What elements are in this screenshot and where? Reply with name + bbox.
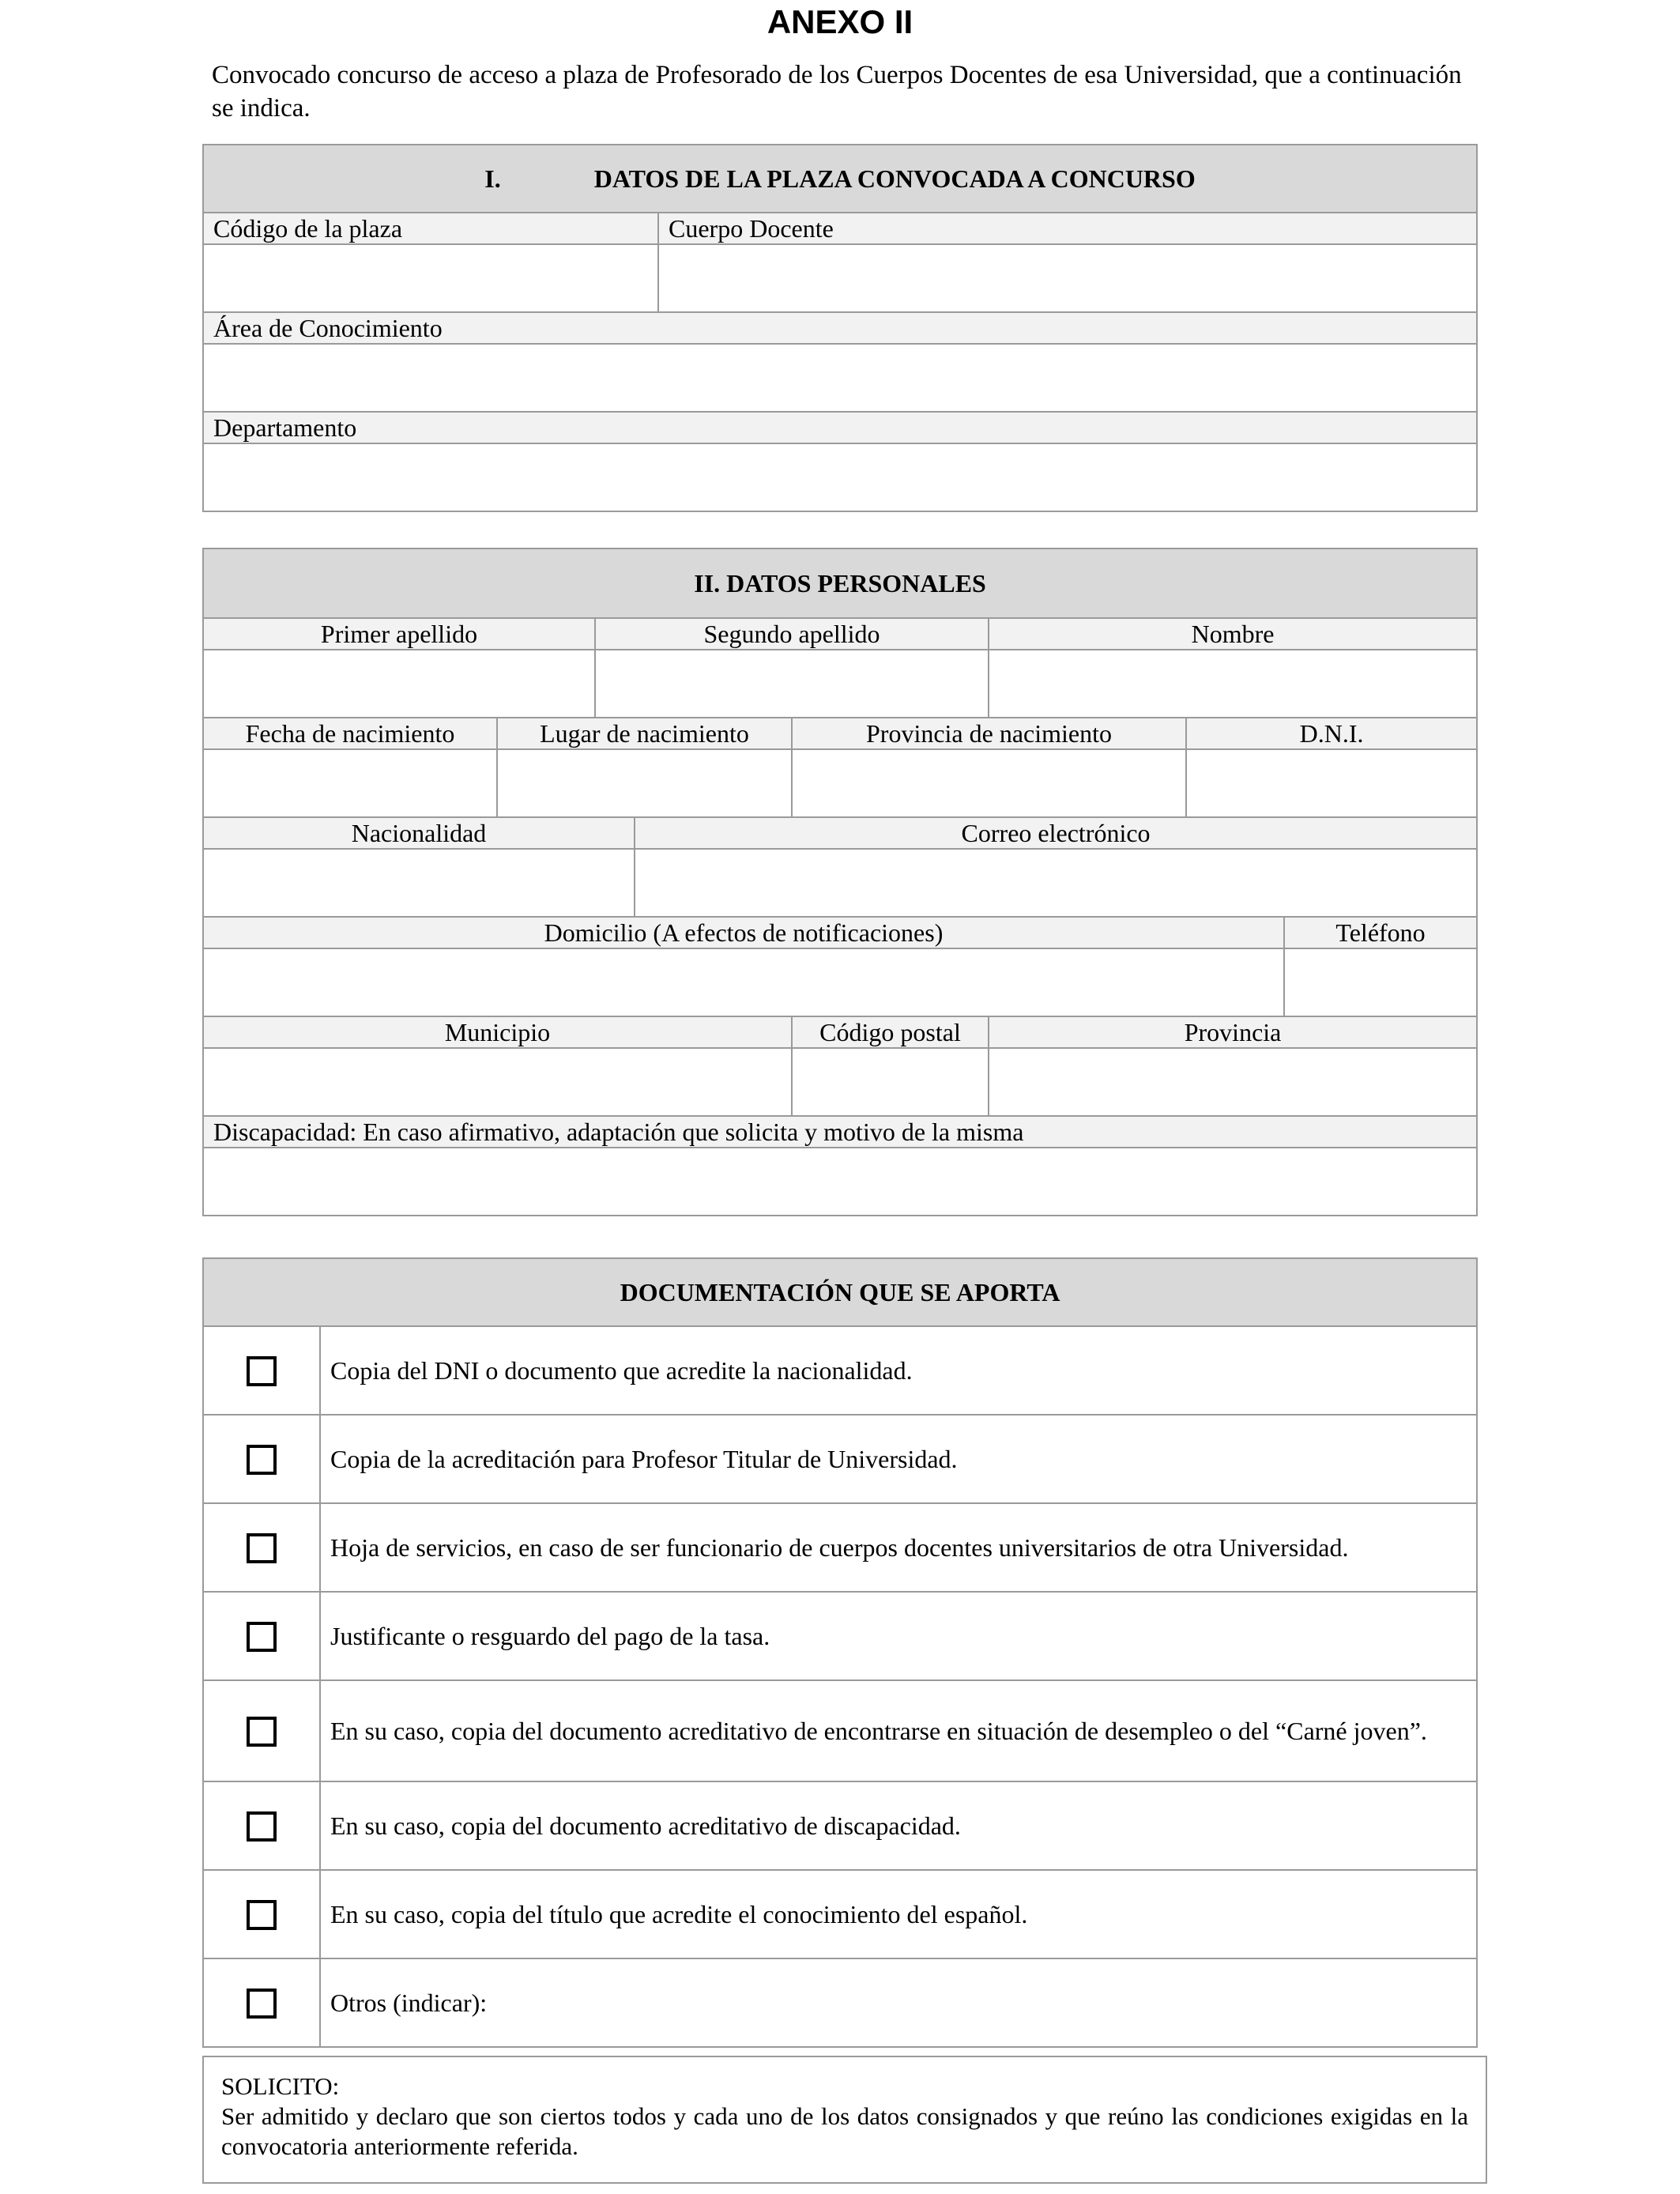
doc-checkbox[interactable]: [247, 1989, 277, 2019]
nombre-field[interactable]: [989, 650, 1477, 718]
lugar-nacimiento-field[interactable]: [497, 749, 792, 817]
discapacidad-label: Discapacidad: En caso afirmativo, adaptación que solicita y motivo de la misma: [203, 1116, 1477, 1148]
section-plaza: [202, 144, 1478, 512]
provincia-nacimiento-field[interactable]: [792, 749, 1186, 817]
section-plaza-number: I.: [484, 164, 501, 193]
doc-item-label: En su caso, copia del título que acredite el conocimiento del español.: [320, 1870, 1477, 1958]
doc-row: [203, 1870, 1477, 1958]
nacionalidad-label: Nacionalidad: [203, 817, 635, 849]
primer-apellido-label: Primer apellido: [203, 618, 595, 650]
doc-item-label: Justificante o resguardo del pago de la tasa.: [320, 1592, 1477, 1680]
doc-item-label: Otros (indicar):: [320, 1958, 1477, 2047]
doc-checkbox[interactable]: [247, 1445, 277, 1475]
doc-row: [203, 1680, 1477, 1781]
doc-row: [203, 1326, 1477, 1415]
doc-checkbox[interactable]: [247, 1811, 277, 1842]
doc-checkbox[interactable]: [247, 1533, 277, 1563]
doc-item-label: En su caso, copia del documento acreditativo de encontrarse en situación de desempleo o del “Carné joven”.: [320, 1680, 1477, 1781]
correo-electronico-field[interactable]: [635, 849, 1477, 917]
telefono-label: Teléfono: [1284, 917, 1477, 948]
section-plaza-title: DATOS DE LA PLAZA CONVOCADA A CONCURSO: [593, 164, 1196, 193]
codigo-postal-field[interactable]: [792, 1048, 989, 1116]
domicilio-label: Domicilio (A efectos de notificaciones): [203, 917, 1284, 948]
provincia-label: Provincia: [989, 1016, 1477, 1048]
solicito-title: SOLICITO:: [221, 2072, 340, 2100]
section-datos-personales: [202, 548, 1478, 1216]
area-conocimiento-field[interactable]: [203, 344, 1477, 412]
doc-item-label: En su caso, copia del documento acreditativo de discapacidad.: [320, 1781, 1477, 1870]
doc-checkbox[interactable]: [247, 1622, 277, 1652]
municipio-field[interactable]: [203, 1048, 792, 1116]
telefono-field[interactable]: [1284, 948, 1477, 1016]
section-datos-personales-header: II. DATOS PERSONALES: [203, 548, 1477, 618]
nombre-label: Nombre: [989, 618, 1477, 650]
solicito-text: Ser admitido y declaro que son ciertos todos y cada uno de los datos consignados y que reúno las condiciones exigidas en la convocatoria anteriormente referida.: [221, 2102, 1468, 2160]
provincia-field[interactable]: [989, 1048, 1477, 1116]
nacionalidad-field[interactable]: [203, 849, 635, 917]
doc-row: [203, 1958, 1477, 2047]
doc-checkbox[interactable]: [247, 1900, 277, 1930]
intro-paragraph: Convocado concurso de acceso a plaza de Profesorado de los Cuerpos Docentes de esa Universidad, que a continuación se indica.: [212, 61, 1462, 123]
solicito-box: [202, 2056, 1487, 2184]
fecha-nacimiento-field[interactable]: [203, 749, 497, 817]
departamento-field[interactable]: [203, 443, 1477, 511]
doc-row: [203, 1415, 1477, 1503]
discapacidad-field[interactable]: [203, 1148, 1477, 1216]
primer-apellido-field[interactable]: [203, 650, 595, 718]
area-conocimiento-label: Área de Conocimiento: [203, 312, 1477, 344]
cuerpo-docente-label: Cuerpo Docente: [658, 213, 1477, 244]
departamento-label: Departamento: [203, 412, 1477, 443]
documentacion-section: [202, 1257, 1478, 2048]
provincia-nacimiento-label: Provincia de nacimiento: [792, 718, 1186, 749]
domicilio-field[interactable]: [203, 948, 1284, 1016]
doc-row: [203, 1503, 1477, 1592]
doc-checkbox[interactable]: [247, 1717, 277, 1747]
segundo-apellido-field[interactable]: [595, 650, 989, 718]
doc-item-label: Copia del DNI o documento que acredite la nacionalidad.: [320, 1326, 1477, 1415]
lugar-nacimiento-label: Lugar de nacimiento: [497, 718, 792, 749]
doc-row: [203, 1592, 1477, 1680]
cuerpo-docente-field[interactable]: [658, 244, 1477, 312]
dni-field[interactable]: [1186, 749, 1477, 817]
doc-item-label: Hoja de servicios, en caso de ser funcionario de cuerpos docentes universitarios de otra Universidad.: [320, 1503, 1477, 1592]
fecha-nacimiento-label: Fecha de nacimiento: [203, 718, 497, 749]
section-plaza-header: [203, 145, 1477, 213]
codigo-plaza-label: Código de la plaza: [203, 213, 658, 244]
doc-item-label: Copia de la acreditación para Profesor Titular de Universidad.: [320, 1415, 1477, 1503]
documentacion-header: DOCUMENTACIÓN QUE SE APORTA: [203, 1258, 1477, 1326]
municipio-label: Municipio: [203, 1016, 792, 1048]
codigo-postal-label: Código postal: [792, 1016, 989, 1048]
page-title: ANEXO II: [767, 3, 913, 40]
correo-electronico-label: Correo electrónico: [635, 817, 1477, 849]
segundo-apellido-label: Segundo apellido: [595, 618, 989, 650]
doc-row: [203, 1781, 1477, 1870]
doc-checkbox[interactable]: [247, 1356, 277, 1386]
dni-label: D.N.I.: [1186, 718, 1477, 749]
codigo-plaza-field[interactable]: [203, 244, 658, 312]
